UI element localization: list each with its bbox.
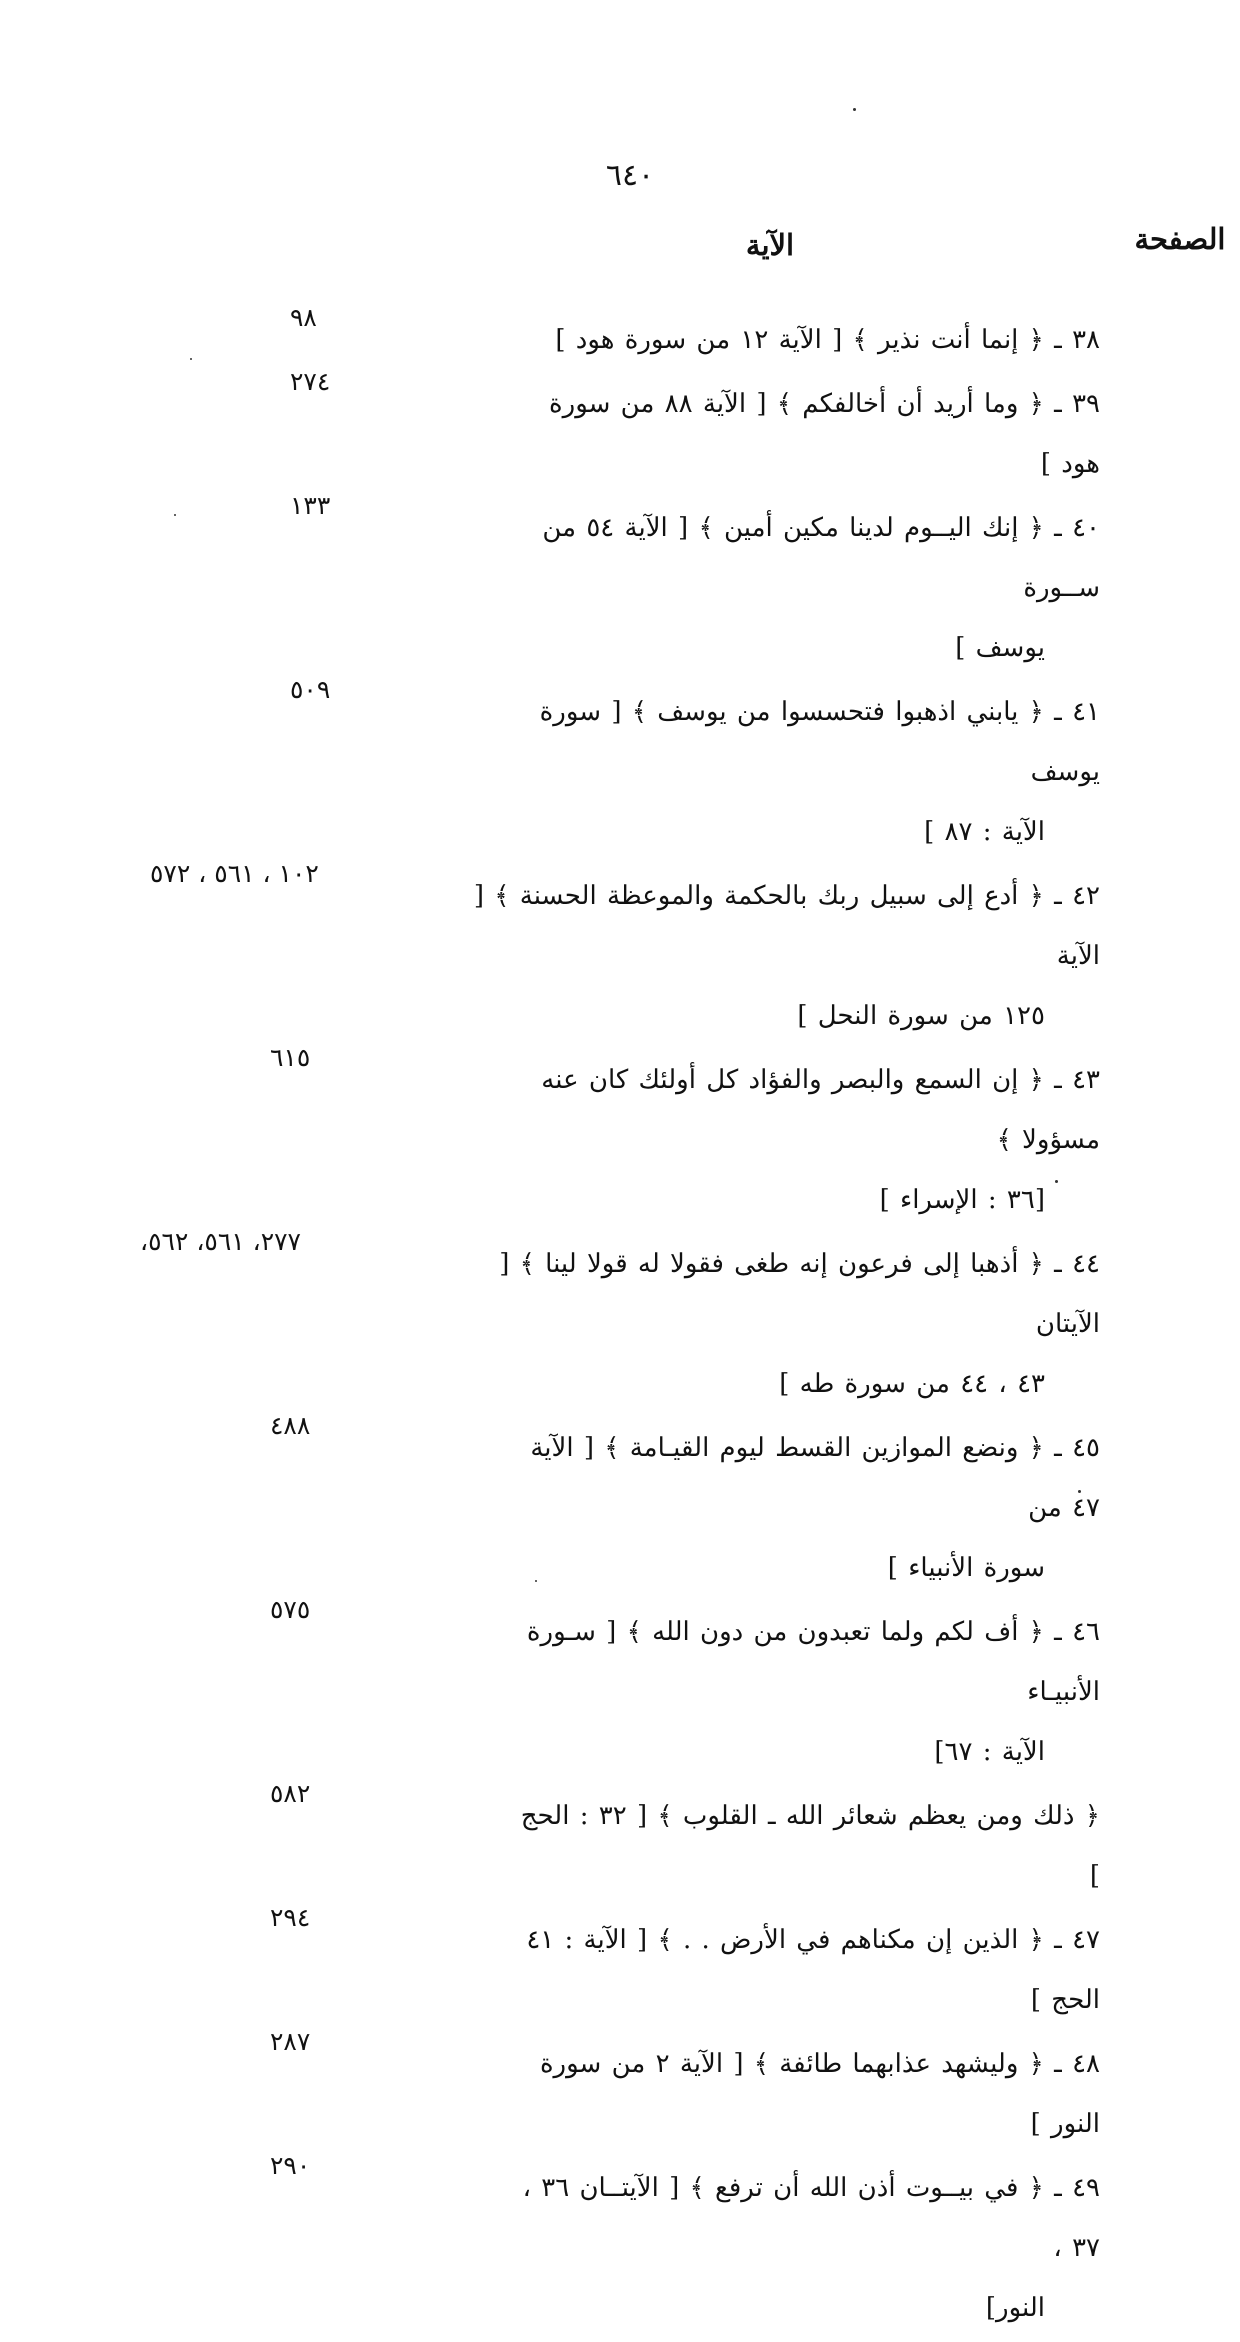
page-references: ٥٧٥ (270, 1595, 311, 1624)
index-entry (140, 1227, 1100, 1414)
page-references: ٩٨ (290, 303, 317, 332)
verse-reference (440, 1234, 1100, 1414)
verse-line: ٤١ ـ ﴿ يابني اذهبوا فتحسسوا من يوسف ﴾ [ سورة يوسف (539, 697, 1100, 787)
scan-speck (174, 514, 176, 516)
index-entry (140, 491, 1100, 678)
index-entry (140, 1043, 1100, 1230)
scan-speck (535, 1580, 537, 1582)
column-header-page: الصفحة (1120, 222, 1240, 1976)
verse-line-continuation: سورة الأنبياء ] (887, 1553, 1045, 1583)
verse-reference (511, 1786, 1100, 1906)
verse-reference (511, 1418, 1100, 1598)
verse-reference (511, 2158, 1100, 2338)
verse-line: ٤٧ ـ ﴿ الذين إن مكناهم في الأرض . . ﴾ [ الآية : ٤١ الحج ] (526, 1925, 1100, 2015)
verse-reference (511, 1050, 1100, 1230)
verse-line: ٤٩ ـ ﴿ في بيــوت أذن الله أن ترفع ﴾ [ الآيتــان ٣٦ ، ٣٧ ، (522, 2173, 1100, 2263)
verse-reference (525, 682, 1100, 862)
verse-line-continuation: [٣٦ : الإسراء ] (879, 1185, 1045, 1215)
verse-line: ﴿ ذلك ومن يعظم شعائر الله ـ القلوب ﴾ [ ٣٢ : الحج ] (520, 1801, 1100, 1891)
verse-line-continuation: الآية : ٦٧] (934, 1737, 1045, 1767)
scan-speck (190, 358, 192, 360)
page-references: ٤٨٨ (270, 1411, 311, 1440)
verse-line: ٤٥ ـ ﴿ ونضع الموازين القسط ليوم القيـامة ﴾ [ الآية ٤٧ من (530, 1433, 1100, 1523)
verse-reference (525, 374, 1100, 494)
verse-reference (511, 2034, 1100, 2154)
page-references: ٢٩٠ (270, 2151, 311, 2180)
verse-line-continuation: النور] (985, 2293, 1045, 2323)
verse-line-continuation: ٤٣ ، ٤٤ من سورة طه ] (779, 1369, 1045, 1399)
page-references: ١٠٢ ، ٥٦١ ، ٥٧٢ (150, 859, 319, 888)
verse-reference (525, 498, 1100, 678)
verse-line-continuation: الآية : ٨٧ ] (924, 817, 1045, 847)
verse-line: ٤٣ ـ ﴿ إن السمع والبصر والفؤاد كل أولئك كان عنه مسؤولا ﴾ (541, 1065, 1100, 1155)
page-references: ٥٨٢ (270, 1779, 311, 1808)
verse-line-continuation: ١٢٥ من سورة النحل ] (797, 1001, 1045, 1031)
page-references: ٢٩٤ (270, 1903, 311, 1932)
page-references: ٢٧٤ (290, 367, 331, 396)
index-entry (140, 675, 1100, 862)
scan-speck (853, 108, 856, 111)
page-references: ٥٠٩ (290, 675, 331, 704)
page-number: ٦٤٠ (605, 158, 655, 193)
index-entry (140, 859, 1100, 1046)
verse-line: ٤٨ ـ ﴿ وليشهد عذابهما طائفة ﴾ [ الآية ٢ من سورة النور ] (539, 2049, 1100, 2139)
verse-line: ٣٩ ـ ﴿ وما أريد أن أخالفكم ﴾ [ الآية ٨٨ من سورة هود ] (549, 389, 1100, 479)
verse-line: ٤٢ ـ ﴿ أدع إلى سبيل ربك بالحكمة والموعظة الحسنة ﴾ [ الآية (473, 881, 1100, 971)
column-header-ayah: الآية (745, 228, 795, 262)
scan-speck (1078, 1490, 1081, 1493)
verse-reference (511, 1602, 1100, 1782)
index-entry (140, 2027, 1100, 2154)
index-entry (140, 1779, 1100, 1906)
index-entry (140, 1903, 1100, 2030)
verse-line: ٤٤ ـ ﴿ أذهبا إلى فرعون إنه طغى فقولا له قولا لينا ﴾ [ الآيتان (499, 1249, 1100, 1339)
verse-line: ٤٦ ـ ﴿ أف لكم ولما تعبدون من دون الله ﴾ [ سـورة الأنبيـاء (526, 1617, 1100, 1707)
scan-speck (1055, 1180, 1058, 1183)
index-entry (140, 367, 1100, 494)
page-references: ٢٨٧ (270, 2027, 311, 2056)
verse-line: ٤٠ ـ ﴿ إنك اليــوم لدينا مكين أمين ﴾ [ الآية ٥٤ من ســورة (542, 513, 1100, 603)
index-entry (140, 2151, 1100, 2338)
index-entry (140, 1595, 1100, 1782)
verse-reference (511, 1910, 1100, 2030)
index-entry (140, 303, 1100, 370)
verse-reference (525, 310, 1100, 370)
verse-line: ٣٨ ـ ﴿ إنما أنت نذير ﴾ [ الآية ١٢ من سورة هود ] (555, 325, 1100, 355)
page-references: ١٣٣ (290, 491, 331, 520)
verse-index-list (140, 303, 1100, 2342)
verse-reference (440, 866, 1100, 1046)
page-references: ٦١٥ (270, 1043, 311, 1072)
verse-line-continuation: يوسف ] (955, 633, 1045, 663)
index-entry (140, 1411, 1100, 1598)
page-references: ٢٧٧، ٥٦١، ٥٦٢، (140, 1227, 301, 1256)
